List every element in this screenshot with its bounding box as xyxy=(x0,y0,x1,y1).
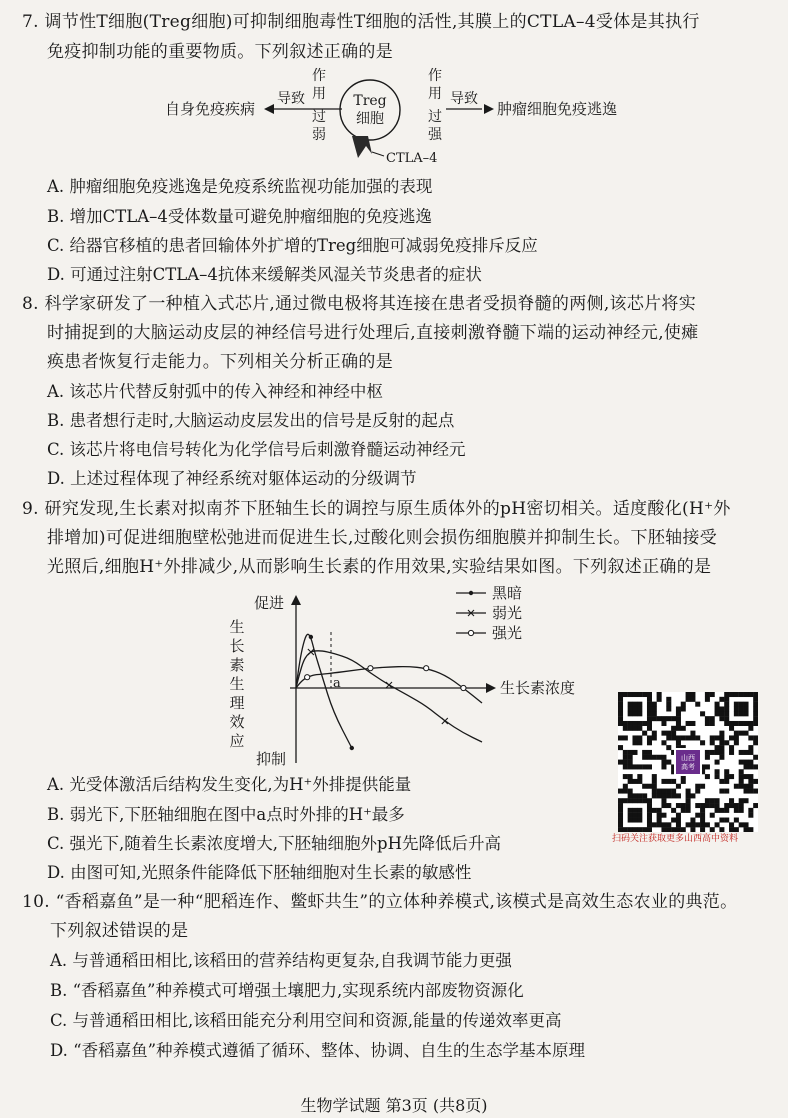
series-1-point xyxy=(442,718,448,724)
legend-item-1 xyxy=(456,604,522,622)
q8-option-c: C. 该芯片将电信号转化为化学信号后刺激脊髓运动神经元 xyxy=(47,440,466,459)
series-2-point xyxy=(368,666,373,671)
svg-text:过: 过 xyxy=(428,109,442,125)
q10-stem-line2: 下列叙述错误的是 xyxy=(50,921,189,941)
q9-option-a: A. 光受体激活后结构发生变化,为H⁺外排提供能量 xyxy=(47,775,412,794)
left-arrow-head xyxy=(264,104,274,114)
legend-marker-2 xyxy=(468,630,473,635)
treg-diagram xyxy=(160,66,630,176)
svg-text:用: 用 xyxy=(312,86,326,102)
series-2-point xyxy=(305,675,310,680)
svg-text:强: 强 xyxy=(428,127,442,143)
y-axis-label xyxy=(229,618,244,750)
diagram-right: 肿瘤细胞免疫逃逸 xyxy=(497,100,618,118)
svg-text:应: 应 xyxy=(229,732,245,750)
qr-caption: 扫码关注获取更多山西高中资料 xyxy=(612,834,739,844)
x-axis-label: 生长素浓度 xyxy=(500,679,576,697)
q9-stem-line3: 光照后,细胞H⁺外排减少,从而影响生长素的作用效果,实验结果如图。下列叙述正确的是 xyxy=(47,557,712,577)
q8-option-d: D. 上述过程体现了神经系统对躯体运动的分级调节 xyxy=(47,469,417,488)
legend-marker-0 xyxy=(469,591,473,595)
svg-text:效: 效 xyxy=(229,713,245,731)
q7-option-c: C. 给器官移植的患者回输体外扩增的Treg细胞可减弱免疫排斥反应 xyxy=(47,236,538,255)
series-2-point xyxy=(424,666,429,671)
qr-code[interactable] xyxy=(618,692,758,832)
diagram-right-condition xyxy=(428,68,443,143)
svg-text:弱: 弱 xyxy=(312,127,326,143)
q10-option-d: D. “香稻嘉鱼”种养模式遵循了循环、整体、协调、自生的生态学基本原理 xyxy=(50,1041,586,1060)
ctla4-pointer xyxy=(372,152,384,156)
q8-option-a: A. 该芯片代替反射弧中的传入神经和神经中枢 xyxy=(47,382,383,401)
treg-label-line1: Treg xyxy=(353,93,387,109)
legend-label-0: 黑暗 xyxy=(492,585,523,602)
svg-text:作: 作 xyxy=(312,68,326,84)
legend-label-1: 弱光 xyxy=(492,604,523,622)
series-1-point xyxy=(386,682,392,688)
diagram-left-condition xyxy=(312,68,326,143)
q8-stem-line1: 8. 科学家研发了一种植入式芯片,通过微电极将其连接在患者受损脊髓的两侧,该芯片将实 xyxy=(22,294,697,314)
y-top-label: 促进 xyxy=(254,594,285,612)
svg-text:理: 理 xyxy=(229,694,245,712)
svg-text:生: 生 xyxy=(229,675,245,693)
q9-option-b: B. 弱光下,下胚轴细胞在图中a点时外排的H⁺最多 xyxy=(47,805,405,824)
qr-center-logo: 山西 高考 xyxy=(674,748,702,776)
series-0-point xyxy=(350,746,354,750)
ctla4-label: CTLA–4 xyxy=(386,151,438,166)
diagram-left-arrow-label: 导致 xyxy=(277,91,305,107)
q8-stem-line3: 痪患者恢复行走能力。下列相关分析正确的是 xyxy=(47,352,393,372)
svg-text:素: 素 xyxy=(229,656,245,674)
treg-cell-circle xyxy=(340,80,400,140)
q9-stem-line2: 排增加)可促进细胞壁松弛进而促进生长,过酸化则会损伤细胞膜并抑制生长。下胚轴接受 xyxy=(47,528,718,548)
series-1 xyxy=(296,649,482,742)
series-line-1 xyxy=(296,651,482,742)
q8-option-b: B. 患者想行走时,大脑运动皮层发出的信号是反射的起点 xyxy=(47,411,455,430)
q8-stem-line2: 时捕捉到的大脑运动皮层的神经信号进行处理后,直接刺激脊髓下端的运动神经元,使瘫 xyxy=(47,323,699,343)
legend-item-2 xyxy=(456,624,522,642)
y-axis-arrow xyxy=(291,595,301,605)
svg-text:用: 用 xyxy=(428,86,442,102)
q9-stem-line1: 9. 研究发现,生长素对拟南芥下胚轴生长的调控与原生质体外的pH密切相关。适度酸化(H⁺外 xyxy=(22,499,731,519)
q7-option-a: A. 肿瘤细胞免疫逃逸是免疫系统监视功能加强的表现 xyxy=(47,177,433,196)
q10-stem-line1: 10. “香稻嘉鱼”是一种“肥稻连作、鳖虾共生”的立体种养模式,该模式是高效生态农业的典范。 xyxy=(22,892,738,912)
q10-option-a: A. 与普通稻田相比,该稻田的营养结构更复杂,自我调节能力更强 xyxy=(50,951,512,970)
page-footer: 生物学试题 第3页 (共8页) xyxy=(300,1096,488,1115)
q7-option-d: D. 可通过注射CTLA–4抗体来缓解类风湿关节炎患者的症状 xyxy=(47,265,482,284)
q7-option-b: B. 增加CTLA–4受体数量可避免肿瘤细胞的免疫逃逸 xyxy=(47,207,432,226)
svg-text:作: 作 xyxy=(428,68,442,84)
point-a-label: a xyxy=(333,676,341,691)
q7-stem-line2: 免疫抑制功能的重要物质。下列叙述正确的是 xyxy=(47,42,393,62)
diagram-right-arrow-label: 导致 xyxy=(450,91,478,107)
right-arrow-head xyxy=(484,104,494,114)
svg-text:过: 过 xyxy=(312,109,326,125)
svg-text:长: 长 xyxy=(229,637,245,655)
series-0-point xyxy=(309,635,313,639)
legend-item-0 xyxy=(456,585,522,602)
treg-label-line2: 细胞 xyxy=(356,111,384,127)
q10-option-c: C. 与普通稻田相比,该稻田能充分利用空间和资源,能量的传递效率更高 xyxy=(50,1011,562,1030)
chart-legend xyxy=(456,585,522,642)
q9-option-c: C. 强光下,随着生长素浓度增大,下胚轴细胞外pH先降低后升高 xyxy=(47,834,501,853)
series-2-point xyxy=(461,685,466,690)
series-layer xyxy=(296,634,482,750)
q9-option-d: D. 由图可知,光照条件能降低下胚轴细胞对生长素的敏感性 xyxy=(47,863,472,882)
svg-text:生: 生 xyxy=(229,618,245,636)
auxin-effect-chart xyxy=(220,585,600,770)
legend-label-2: 强光 xyxy=(492,624,523,642)
diagram-left: 自身免疫疾病 xyxy=(165,100,256,118)
q7-stem-line1: 7. 调节性T细胞(Treg细胞)可抑制细胞毒性T细胞的活性,其膜上的CTLA–4受体是其执行 xyxy=(22,12,700,32)
x-axis-arrow xyxy=(486,683,496,693)
y-bottom-label: 抑制 xyxy=(256,750,287,768)
q10-option-b: B. “香稻嘉鱼”种养模式可增强土壤肥力,实现系统内部废物资源化 xyxy=(50,981,524,1000)
